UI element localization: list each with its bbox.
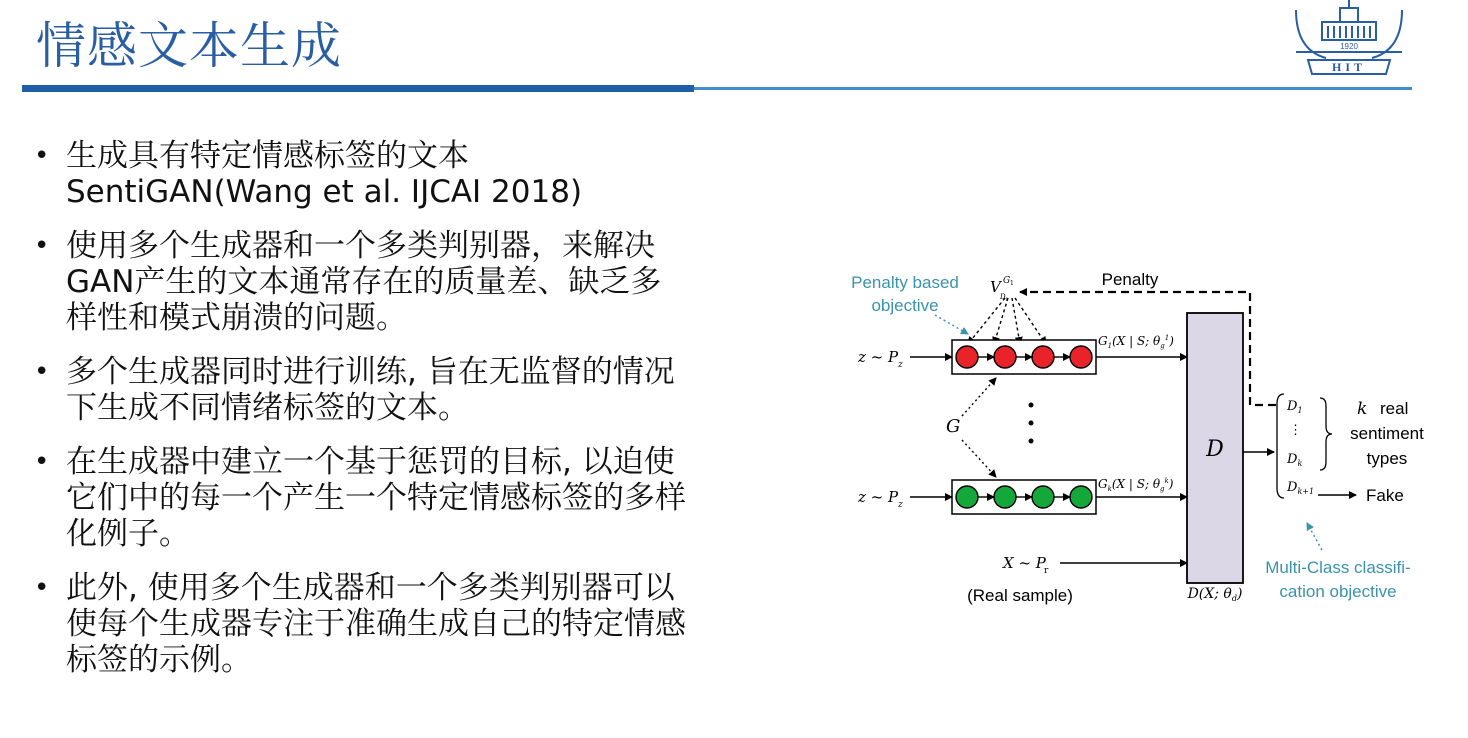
discriminator-output-label: D(X; $\theta_d$): [1187, 586, 1243, 603]
discriminator-label: D: [1206, 437, 1224, 462]
bullet-list: [32, 138, 822, 696]
penalty-objective-label-line2: objective: [871, 296, 939, 315]
title-underline-dark: [22, 85, 694, 92]
bullet-dot: •: [34, 231, 50, 261]
z-input-top-sub: z: [898, 360, 903, 370]
bullet-item: [32, 228, 822, 336]
multiclass-pointer: [1307, 523, 1322, 550]
bullet-line: 生成具有特定情感标签的文本: [66, 138, 469, 174]
k-label: k: [1357, 399, 1368, 419]
generator-k-node: [956, 486, 978, 508]
penalty-objective-pointer: [935, 315, 968, 334]
output-dk1: $D_{k+1}$: [1287, 480, 1315, 496]
bullet-line: 在生成器中建立一个基于惩罚的目标, 以迫使: [66, 444, 675, 480]
penalty-arrows: [968, 298, 1046, 344]
bullet-line: 使用多个生成器和一个多类判别器，来解决: [66, 228, 655, 264]
bullet-line: 多个生成器同时进行训练, 旨在无监督的情况: [66, 354, 675, 390]
real-types-line3: types: [1366, 449, 1408, 468]
generator-1-node: [1032, 346, 1054, 368]
v-label-sub-sub: 1: [1005, 297, 1009, 303]
generator-1-output-label: $G_1(X$ | S; $\theta_g^1$): [1098, 334, 1174, 350]
real-types-line2: sentiment: [1350, 424, 1424, 443]
output-dk: $D_k$: [1287, 452, 1303, 468]
bullet-line: 它们中的每一个产生一个特定情感标签的多样: [66, 480, 686, 516]
vertical-ellipsis: [1029, 403, 1034, 444]
bullet-line: 化例子。: [66, 516, 190, 552]
output-vector-bracket-left: [1277, 394, 1284, 498]
v-label-sub: D: [1000, 293, 1006, 301]
multiclass-label-line1: Multi-Class classifi-: [1265, 558, 1411, 577]
generator-k-node: [1070, 486, 1092, 508]
bullet-dot: •: [34, 357, 50, 387]
logo-name: HIT: [1331, 60, 1367, 74]
bullet-line: GAN产生的文本通常存在的质量差、缺乏多: [66, 264, 662, 300]
bullet-dot: •: [34, 141, 50, 171]
penalty-label: Penalty: [1101, 270, 1159, 289]
v-label: V: [990, 278, 1001, 296]
bullet-item: [32, 138, 822, 210]
logo-year: 1920: [1340, 42, 1358, 51]
z-input-bottom-sub: z: [898, 500, 903, 510]
real-types-brace: [1320, 398, 1332, 470]
multiclass-label-line2: cation objective: [1279, 582, 1397, 601]
generator-k-output-label: $G_k(X$ | S; $\theta_g^k$): [1098, 477, 1174, 493]
fake-label: Fake: [1366, 486, 1404, 505]
v-label-sup-sub: 1: [1010, 280, 1014, 287]
bullet-line: 标签的示例。: [66, 642, 252, 678]
real-types-line1: real: [1380, 399, 1409, 418]
g-pointer-top: [962, 378, 996, 416]
bullet-line: 使每个生成器专注于准确生成自己的特定情感: [66, 606, 686, 642]
real-input-label: X ~ P: [1003, 554, 1046, 572]
bullet-dot: •: [34, 447, 50, 477]
bullet-line: 此外, 使用多个生成器和一个多类判别器可以: [66, 570, 675, 606]
z-input-top: z ~ P: [858, 348, 899, 366]
penalty-objective-label-line1: Penalty based: [851, 273, 959, 292]
bullet-item: [32, 444, 822, 552]
bullet-line: SentiGAN(Wang et al. IJCAI 2018): [66, 174, 583, 210]
hit-logo: [1286, 0, 1412, 80]
bullet-item: [32, 354, 822, 426]
real-sample-label: (Real sample): [967, 586, 1073, 605]
sentigan-diagram: [830, 255, 1450, 615]
g-label: G: [946, 416, 961, 437]
generator-1-node: [1070, 346, 1092, 368]
bullet-line: 样性和模式崩溃的问题。: [66, 300, 407, 336]
generator-1-node: [994, 346, 1016, 368]
output-ellipsis: ⋮: [1289, 423, 1302, 438]
g-pointer-bottom: [962, 440, 996, 477]
output-d1: $D_1$: [1287, 399, 1303, 415]
real-input-sub: r: [1044, 566, 1049, 576]
generator-k-node: [1032, 486, 1054, 508]
slide-title: 情感文本生成: [36, 17, 342, 75]
v-label-sup: G: [1003, 276, 1011, 286]
generator-1-node: [956, 346, 978, 368]
generator-k-node: [994, 486, 1016, 508]
bullet-dot: •: [34, 573, 50, 603]
bullet-item: [32, 570, 822, 678]
z-input-bottom: z ~ P: [858, 488, 899, 506]
bullet-line: 下生成不同情绪标签的文本。: [66, 390, 469, 426]
title-underline-light: [694, 87, 1412, 90]
